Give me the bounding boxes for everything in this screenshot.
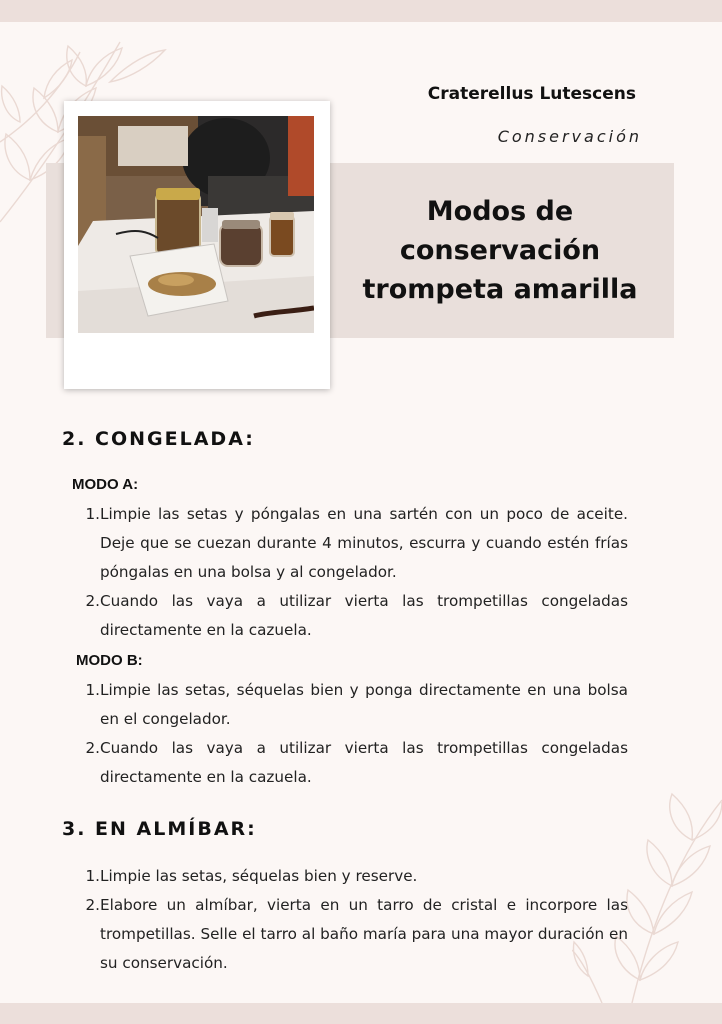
mode-a-steps: [82, 500, 628, 645]
step-text: Limpie las setas y póngalas en una sartén con un poco de aceite. Deje que se cuezan durante 4 minutos, escurra y cuando estén frías póngalas en una bolsa y al congelador.: [100, 505, 628, 581]
list-item: [82, 734, 628, 792]
list-item: [82, 500, 628, 587]
almibar-steps: [82, 862, 628, 978]
step-number: 2.: [85, 896, 100, 914]
top-band: [0, 0, 722, 22]
step-number: 2.: [85, 592, 100, 610]
step-number: 1.: [85, 867, 100, 885]
bottom-band: [0, 1003, 722, 1024]
section-heading-congelada: 2. CONGELADA:: [62, 428, 255, 450]
mode-a-label: MODO A:: [72, 476, 139, 493]
list-item: [82, 676, 628, 734]
section-heading-almibar: 3. EN ALMÍBAR:: [62, 818, 257, 840]
step-number: 1.: [85, 681, 100, 699]
step-number: 1.: [85, 505, 100, 523]
mode-b-steps: [82, 676, 628, 792]
step-text: Limpie las setas, séquelas bien y reserve.: [100, 867, 418, 885]
step-text: Cuando las vaya a utilizar vierta las trompetillas congeladas directamente en la cazuela.: [100, 592, 628, 639]
category-label: Conservación: [497, 127, 642, 146]
mode-b-label: MODO B:: [76, 652, 143, 669]
step-number: 2.: [85, 739, 100, 757]
list-item: [82, 587, 628, 645]
preserved-mushroom-jars-photo: [78, 116, 314, 333]
species-name: Craterellus Lutescens: [427, 84, 636, 104]
page-title: Modos de conservación trompeta amarilla: [362, 196, 638, 305]
polaroid-frame: [64, 101, 330, 389]
step-text: Limpie las setas, séquelas bien y ponga directamente en una bolsa en el congelador.: [100, 681, 628, 728]
step-text: Cuando las vaya a utilizar vierta las trompetillas congeladas directamente en la cazuela.: [100, 739, 628, 786]
list-item: [82, 891, 628, 978]
list-item: [82, 862, 628, 891]
step-text: Elabore un almíbar, vierta en un tarro de cristal e incorpore las trompetillas. Selle el tarro al baño maría para una mayor duración en su conservación.: [100, 896, 628, 972]
